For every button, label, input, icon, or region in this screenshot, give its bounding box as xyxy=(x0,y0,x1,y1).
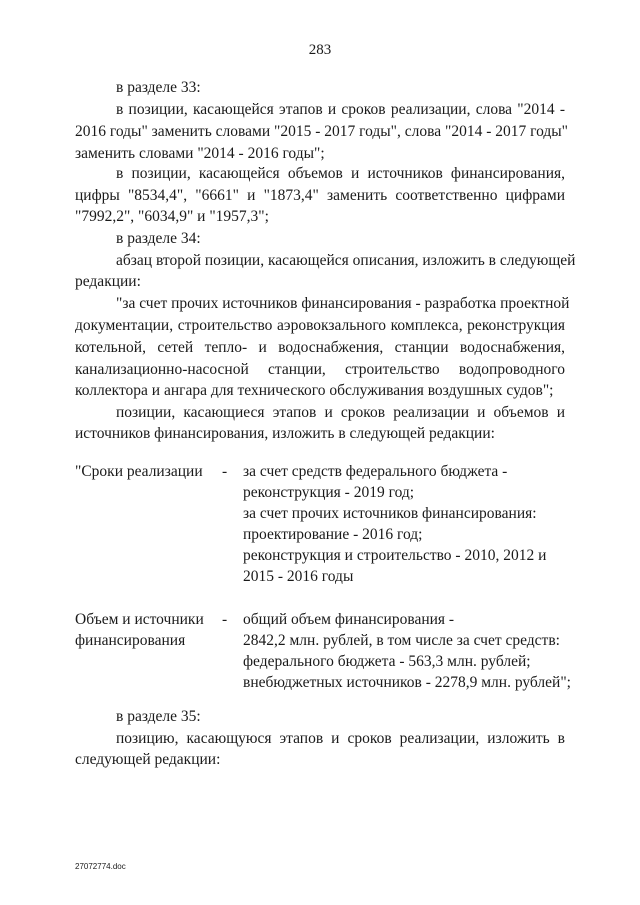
row-value-line: за счет средств федерального бюджета - xyxy=(243,463,508,480)
paragraph-line: следующей редакции: xyxy=(75,751,221,768)
row-value-line: федерального бюджета - 563,3 млн. рублей; xyxy=(243,653,531,670)
paragraph-line: канализационно-насосной станции, строительство водопроводного xyxy=(75,361,565,378)
row-value-line: общий объем финансирования - xyxy=(243,611,455,628)
row-dash: - xyxy=(222,463,228,480)
paragraph-line: документации, строительство аэровокзального комплекса, реконструкция xyxy=(75,317,565,334)
paragraph-line: позицию, касающуюся этапов и сроков реализации, изложить в xyxy=(116,730,565,747)
paragraph-line: 2016 годы" заменить словами "2015 - 2017 годы", слова "2014 - 2017 годы" xyxy=(75,123,569,140)
paragraph-line: в разделе 34: xyxy=(116,230,201,247)
paragraph-line: в разделе 33: xyxy=(116,79,201,96)
row-label: "Сроки реализации xyxy=(75,463,203,480)
paragraph-line: "за счет прочих источников финансирования - разработка проектной xyxy=(116,295,570,312)
row-value-line: реконструкция - 2019 год; xyxy=(243,484,415,501)
row-dash: - xyxy=(222,611,228,628)
paragraph-line: в разделе 35: xyxy=(116,708,201,725)
paragraph-line: в позиции, касающейся объемов и источников финансирования, xyxy=(116,165,565,182)
paragraph-line: в позиции, касающейся этапов и сроков реализации, слова "2014 - xyxy=(116,101,565,118)
row-value-line: за счет прочих источников финансирования: xyxy=(243,505,537,522)
file-name-footer: 27072774.doc xyxy=(75,862,126,871)
page-number: 283 xyxy=(308,42,332,58)
paragraph-line: заменить словами "2014 - 2016 годы"; xyxy=(75,145,325,162)
paragraph-line: редакции: xyxy=(75,273,141,290)
paragraph-line: коллектора и ангара для технического обслуживания воздушных судов"; xyxy=(75,382,554,399)
row-value-line: 2015 - 2016 годы xyxy=(243,568,354,585)
row-value-line: 2842,2 млн. рублей, в том числе за счет средств: xyxy=(243,632,560,649)
paragraph-line: абзац второй позиции, касающейся описания, изложить в следующей xyxy=(116,252,576,269)
row-label: Объем и источники xyxy=(75,611,204,628)
row-value-line: внебюджетных источников - 2278,9 млн. рублей"; xyxy=(243,674,571,691)
paragraph-line: цифры "8534,4", "6661" и "1873,4" заменить соответственно цифрами xyxy=(75,187,565,204)
paragraph-line: "7992,2", "6034,9" и "1957,3"; xyxy=(75,208,269,225)
paragraph-line: источников финансирования, изложить в следующей редакции: xyxy=(75,425,495,442)
row-value-line: проектирование - 2016 год; xyxy=(243,526,423,543)
paragraph-line: позиции, касающиеся этапов и сроков реализации и объемов и xyxy=(116,404,565,421)
paragraph-line: котельной, сетей тепло- и водоснабжения, станции водоснабжения, xyxy=(75,339,565,356)
row-value-line: реконструкция и строительство - 2010, 2012 и xyxy=(243,547,547,564)
row-label: финансирования xyxy=(75,632,186,649)
